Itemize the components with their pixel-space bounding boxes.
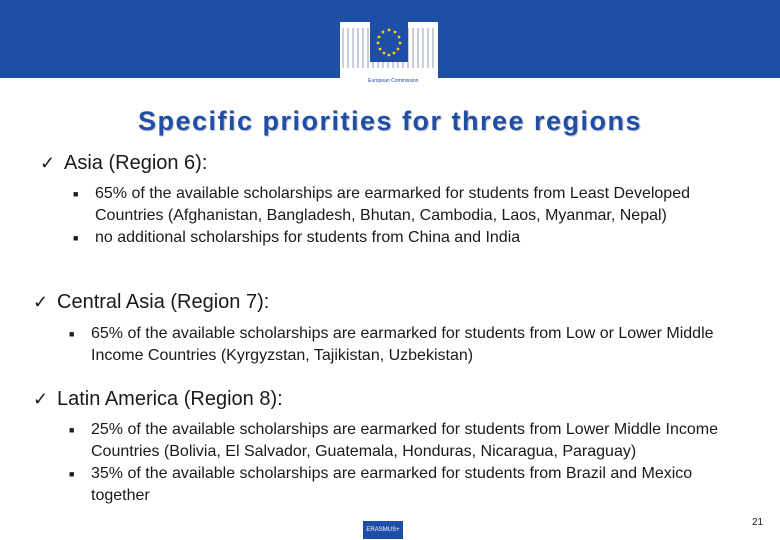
region-heading-label: Latin America (Region 8): [57, 388, 283, 410]
region-bullet-list [73, 183, 713, 249]
list-item [73, 183, 713, 227]
list-item [73, 227, 713, 249]
list-item-text: 35% of the available scholarships are earmarked for students from Brazil and Mexico together [91, 465, 693, 504]
region-bullet-list [69, 419, 739, 507]
european-commission-logo [340, 22, 438, 96]
check-icon: ✓ [33, 389, 49, 409]
check-icon: ✓ [40, 153, 56, 173]
check-icon: ✓ [33, 292, 49, 312]
page-number: 21 [752, 517, 764, 528]
list-item-text: 25% of the available scholarships are earmarked for students from Lower Middle Income Countries (Bolivia, El Salvador, Guatemala, Honduras, Nicaragua, Paraguay) [91, 421, 718, 460]
list-item-text: 65% of the available scholarships are earmarked for students from Least Developed Countries (Afghanistan, Bangladesh, Bhutan, Cambodia, Laos, Myanmar, Nepal) [95, 185, 690, 224]
bullet-icon: ■ [69, 469, 75, 479]
region-heading-label: Asia (Region 6): [64, 152, 208, 174]
region-heading [33, 388, 283, 411]
region-heading-label: Central Asia (Region 7): [57, 291, 270, 313]
slide-title: Specific priorities for three regions [137, 106, 643, 136]
region-bullet-list [69, 323, 759, 367]
region-heading [40, 152, 207, 175]
eu-flag-icon [370, 22, 408, 62]
bullet-icon: ■ [73, 189, 79, 199]
list-item [69, 463, 739, 507]
list-item-text: no additional scholarships for students from China and India [95, 229, 521, 246]
bullet-icon: ■ [73, 233, 79, 243]
erasmus-logo: ERASMUS+ [363, 521, 403, 539]
list-item-text: 65% of the available scholarships are earmarked for students from Low or Lower Middle Income Countries (Kyrgyzstan, Tajikistan, Uzbekistan) [91, 325, 714, 364]
list-item [69, 419, 739, 463]
logo-text: European Commission [368, 78, 419, 84]
region-heading [33, 291, 269, 314]
bullet-icon: ■ [69, 425, 75, 435]
list-item [69, 323, 759, 367]
bullet-icon: ■ [69, 329, 75, 339]
